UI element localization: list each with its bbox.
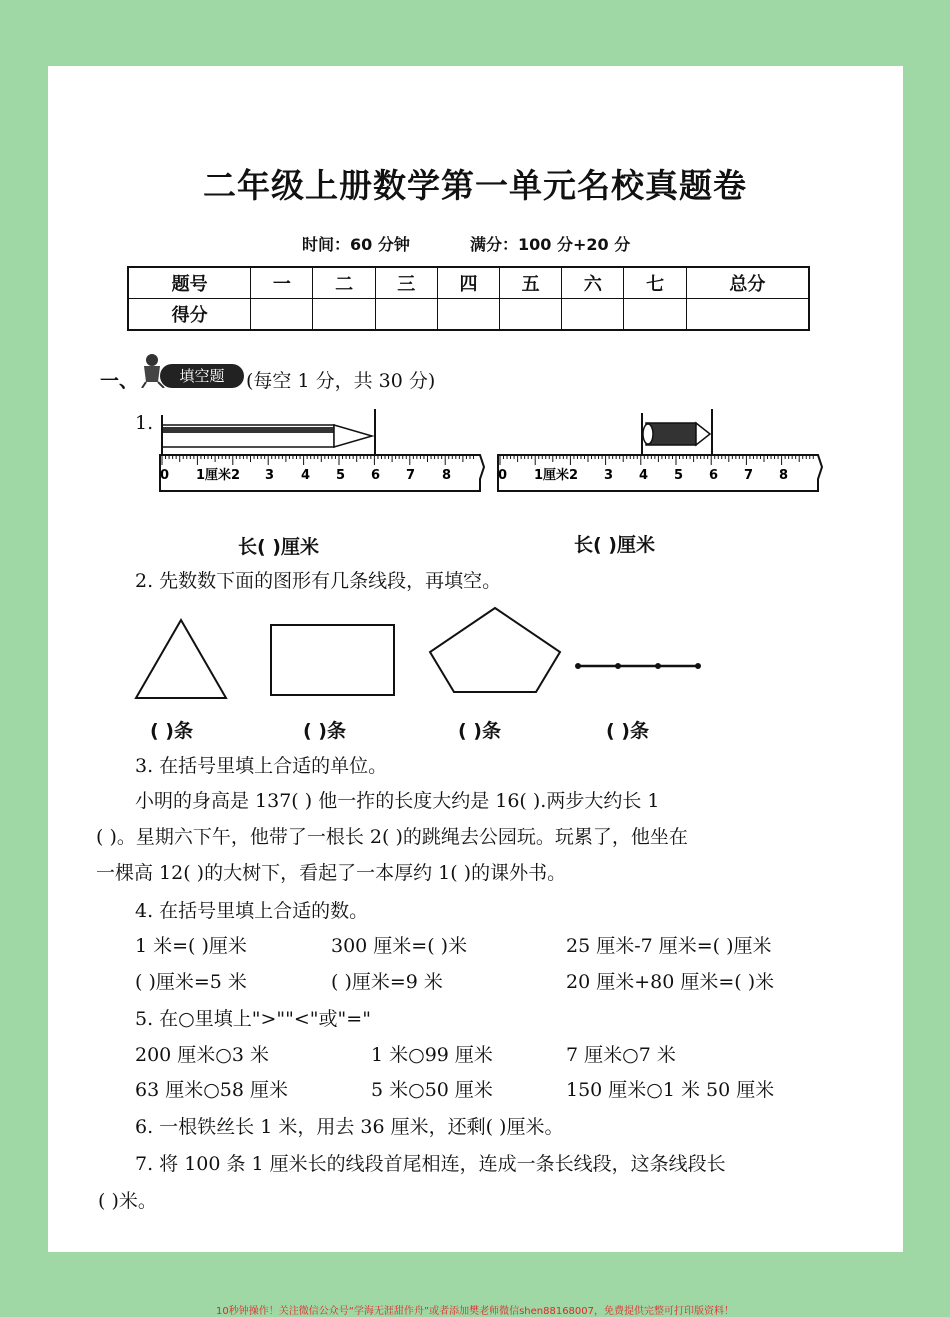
q6-text: 6. 一根铁丝长 1 米，用去 36 厘米，还剩( )厘米。 — [135, 1116, 564, 1138]
q5-item: 63 厘米○58 厘米 — [135, 1079, 289, 1101]
q3-line: 小明的身高是 137( ) 他一拃的长度大约是 16( ).两步大约长 1 — [135, 790, 660, 812]
pencil-stripe — [162, 427, 334, 433]
pencil-eraser — [643, 424, 653, 444]
page-title: 二年级上册数学第一单元名校真题卷 — [203, 166, 747, 205]
ruler-label: 4 — [301, 468, 311, 483]
score-blank-cell[interactable] — [624, 299, 686, 331]
q2-text: 2. 先数数下面的图形有几条线段，再填空。 — [135, 570, 502, 592]
q5-item: 200 厘米○3 米 — [135, 1044, 270, 1066]
ruler-label: 0 — [160, 468, 170, 483]
section-badge: 填空题 — [160, 364, 244, 388]
score-table-cell: 得分 — [128, 299, 251, 331]
q4-item: 20 厘米+80 厘米=( )米 — [566, 971, 775, 993]
score-table — [127, 266, 810, 331]
q3-text: 3. 在括号里填上合适的单位。 — [135, 755, 388, 777]
q4-item: ( )厘米=9 米 — [331, 971, 443, 993]
rectangle-shape — [271, 625, 394, 695]
q1-number: 1. — [135, 412, 154, 434]
ruler-label: 6 — [371, 468, 381, 483]
score-blank-cell[interactable] — [375, 299, 437, 331]
q2-answer[interactable]: ( )条 — [458, 720, 501, 742]
score-table-header-row — [128, 267, 809, 299]
q2-answer[interactable]: ( )条 — [303, 720, 346, 742]
segment-point — [575, 663, 581, 669]
q4-item: 25 厘米-7 厘米=( )厘米 — [566, 935, 772, 957]
pentagon-shape — [430, 608, 560, 692]
q7-text: ( )米。 — [98, 1190, 157, 1212]
ruler-label: 1厘米2 — [534, 468, 579, 483]
ruler-label: 8 — [442, 468, 452, 483]
score-table-cell: 七 — [624, 267, 686, 299]
q5-text: 5. 在○里填上">""<"或"=" — [135, 1008, 371, 1030]
pencil-tip — [334, 425, 372, 447]
score-table-cell: 一 — [251, 267, 313, 299]
ruler-label: 8 — [779, 468, 789, 483]
q5-item: 150 厘米○1 米 50 厘米 — [566, 1079, 775, 1101]
ruler-label: 0 — [498, 468, 508, 483]
shapes-figure — [128, 600, 718, 710]
time-label: 时间：60 分钟 — [302, 235, 410, 254]
ruler-figure-left — [158, 405, 488, 495]
triangle-shape — [136, 620, 226, 698]
ruler-label: 5 — [674, 468, 684, 483]
score-blank-cell[interactable] — [500, 299, 562, 331]
ruler-label: 3 — [604, 468, 614, 483]
score-table-cell: 题号 — [128, 267, 251, 299]
q4-item: 1 米=( )厘米 — [135, 935, 247, 957]
ruler-label: 7 — [406, 468, 416, 483]
score-table-cell: 六 — [562, 267, 624, 299]
q1-answer-right[interactable]: 长( )厘米 — [574, 534, 655, 556]
score-table-cell: 二 — [313, 267, 375, 299]
score-table-cell: 三 — [375, 267, 437, 299]
q3-line: ( )。星期六下午，他带了一根长 2( )的跳绳去公园玩。玩累了，他坐在 — [96, 826, 688, 848]
q4-item: ( )厘米=5 米 — [135, 971, 247, 993]
score-blank-cell[interactable] — [313, 299, 375, 331]
score-table-cell: 五 — [500, 267, 562, 299]
q5-item: 1 米○99 厘米 — [371, 1044, 493, 1066]
q3-line: 一棵高 12( )的大树下，看起了一本厚约 1( )的课外书。 — [96, 862, 567, 884]
section-note: (每空 1 分，共 30 分) — [246, 370, 436, 392]
segment-point — [615, 663, 621, 669]
short-pencil-tip — [696, 423, 710, 445]
segment-point — [655, 663, 661, 669]
q2-answer[interactable]: ( )条 — [606, 720, 649, 742]
q5-item: 7 厘米○7 米 — [566, 1044, 676, 1066]
q4-item: 300 厘米=( )米 — [331, 935, 468, 957]
q4-text: 4. 在括号里填上合适的数。 — [135, 900, 369, 922]
segment-point — [695, 663, 701, 669]
ruler-figure-right — [496, 405, 826, 495]
q7-text: 7. 将 100 条 1 厘米长的线段首尾相连，连成一条长线段，这条线段长 — [135, 1153, 726, 1175]
score-blank-cell[interactable] — [562, 299, 624, 331]
q1-answer-left[interactable]: 长( )厘米 — [238, 536, 319, 558]
score-blank-cell[interactable] — [251, 299, 313, 331]
q2-answer[interactable]: ( )条 — [150, 720, 193, 742]
ruler-label: 3 — [265, 468, 275, 483]
q5-item: 5 米○50 厘米 — [371, 1079, 493, 1101]
footer-note: 10秒钟操作！关注微信公众号“学海无涯甜作舟”或者添加樊老师微信shen88168007，免费提供完整可打印版资料！ — [215, 1306, 735, 1317]
ruler-label: 6 — [709, 468, 719, 483]
score-blank-cell[interactable] — [437, 299, 499, 331]
score-table-cell: 四 — [437, 267, 499, 299]
section-number: 一、 — [100, 370, 139, 392]
score-table-score-row — [128, 299, 809, 331]
ruler-label: 4 — [639, 468, 649, 483]
ruler-label: 7 — [744, 468, 754, 483]
full-score-label: 满分：100 分+20 分 — [470, 235, 631, 254]
score-table-cell: 总分 — [686, 267, 809, 299]
ruler-label: 5 — [336, 468, 346, 483]
ruler-label: 1厘米2 — [196, 468, 241, 483]
score-blank-cell[interactable] — [686, 299, 809, 331]
